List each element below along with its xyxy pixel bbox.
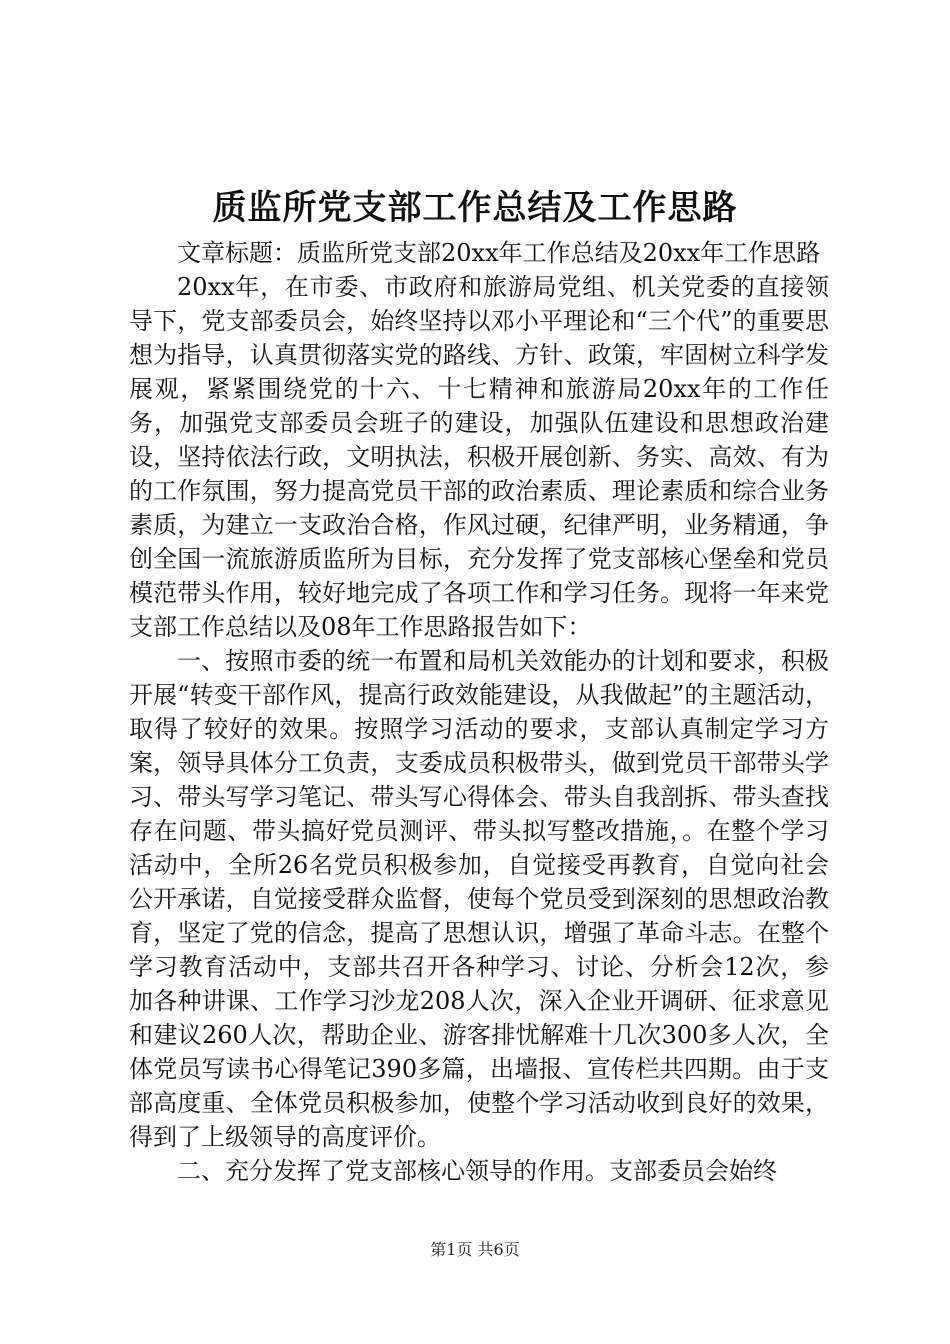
paragraph-section-two: 二、充分发挥了党支部核心领导的作用。支部委员会始终 [177, 1157, 777, 1185]
paragraph-article-title: 文章标题：质监所党支部20xx年工作总结及20xx年工作思路 [177, 239, 821, 267]
document-body [129, 236, 829, 1188]
paragraph-section-one: 一、按照市委的统一布置和局机关效能办的计划和要求，积极开展“转变干部作风，提高行政效能建设，从我做起”的主题活动，取得了较好的效果。按照学习活动的要求，支部认真制定学习方案，领导具体分工负责，支委成员积极带头，做到党员干部带头学习、带头写学习笔记、带头写心得体会、带头自我剖拆、带头查找存在问题、带头搞好党员测评、带头拟写整改措施，。在整个学习活动中，全所26名党员积极参加，自觉接受再教育，自觉向社会公开承诺，自觉接受群众监督，使每个党员受到深刻的思想政治教育，坚定了党的信念，提高了思想认识，增强了革命斗志。在整个学习教育活动中，支部共召开各种学习、讨论、分析会12次，参加各种讲课、工作学习沙龙208人次，深入企业开调研、征求意见和建议260人次，帮助企业、游客排忧解难十几次300多人次，全体党员写读书心得笔记390多篇，出墙报、宣传栏共四期。由于支部高度重、全体党员积极参加，使整个学习活动收到良好的效果，得到了上级领导的高度评价。 [129, 647, 829, 1151]
page-footer: 第1页 共6页 [430, 1240, 520, 1259]
paragraph-intro: 20xx年，在市委、市政府和旅游局党组、机关党委的直接领导下，党支部委员会，始终坚持以邓小平理论和“三个代”的重要思想为指导，认真贯彻落实党的路线、方针、政策，牢固树立科学发展观，紧紧围绕党的十六、十七精神和旅游局20xx年的工作任务，加强党支部委员会班子的建设，加强队伍建设和思想政治建设，坚持依法行政，文明执法，积极开展创新、务实、高效、有为的工作氛围，努力提高党员干部的政治素质、理论素质和综合业务素质，为建立一支政治合格，作风过硬，纪律严明，业务精通，争创全国一流旅游质监所为目标，充分发挥了党支部核心堡垒和党员模范带头作用，较好地完成了各项工作和学习任务。现将一年来党支部工作总结以及08年工作思路报告如下： [129, 273, 829, 641]
document-title: 质监所党支部工作总结及工作思路 [212, 188, 738, 228]
